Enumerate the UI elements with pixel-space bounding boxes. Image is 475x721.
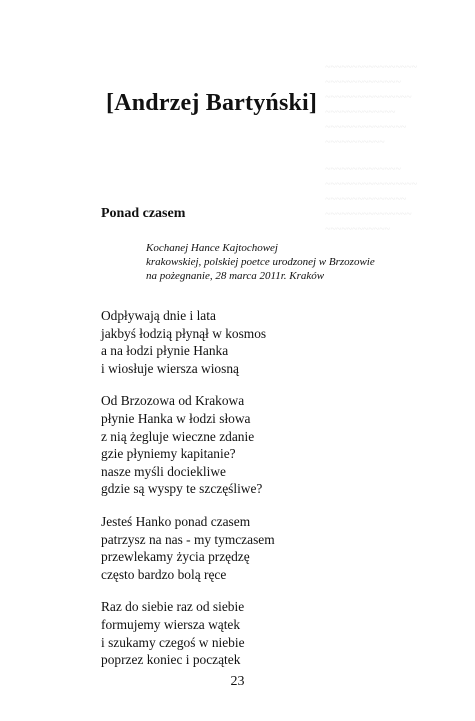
poem-line: poprzez koniec i początek xyxy=(101,652,241,668)
poem-line: i wiosłuje wiersza wiosną xyxy=(101,360,239,376)
page-number: 23 xyxy=(230,674,245,689)
dedication-line: krakowskiej, polskiej poetce urodzonej w Brzozowie xyxy=(146,256,375,268)
stanza xyxy=(101,392,275,498)
dedication xyxy=(146,241,375,283)
poem-line: Jesteś Hanko ponad czasem xyxy=(101,513,251,529)
poem-title: Ponad czasem xyxy=(101,206,186,221)
dedication-line: na pożegnanie, 28 marca 2011r. Kraków xyxy=(146,270,325,282)
dedication-line: Kochanej Hance Kajtochowej xyxy=(146,242,278,254)
poem-line: Od Brzozowa od Krakowa xyxy=(101,393,245,409)
stanza xyxy=(101,513,275,583)
poem-line: i szukamy czegoś w niebie xyxy=(101,634,245,650)
poem-line: Raz do siebie raz od siebie xyxy=(101,599,245,615)
stanza xyxy=(101,307,275,377)
poem-line: nasze myśli dociekliwe xyxy=(101,463,226,479)
poem-line: a na łodzi płynie Hanka xyxy=(101,343,229,359)
show-through-text: ~~~~~~~~~~~~~~~~~ ~~~~~~~~~~~~~~ ~~~~~~~~~~~~~~~~ ~~~~~~~~~~~~~ ~~~~~~~~~~~~~~~ ~~~~~~~~~~~ ~~~~~~~~~~~~~~ ~~~~~~~~~~~~~~~~~ ~~~~~~~~~~~~~~~ ~~~~~~~~~~~~~~~~ ~~~~~~~~~~~~ xyxy=(325,62,417,235)
poem-line: formujemy wiersza wątek xyxy=(101,616,241,632)
poem-line: patrzysz na nas - my tymczasem xyxy=(101,531,275,547)
poem-line: przewlekamy życia przędzę xyxy=(101,549,250,565)
poem-line: Odpływają dnie i lata xyxy=(101,308,216,323)
poem-line: jakbyś łodzią płynął w kosmos xyxy=(101,325,267,341)
poem-body xyxy=(101,307,275,684)
poem-line: gdzie są wyspy te szczęśliwe? xyxy=(101,481,263,497)
poem-line: gzie płyniemy kapitanie? xyxy=(101,446,236,462)
author-name: [Andrzej Bartyński] xyxy=(106,90,318,116)
stanza xyxy=(101,598,275,668)
poem-line: często bardzo bolą ręce xyxy=(101,566,227,582)
poem-line: z nią żegluje wieczne zdanie xyxy=(101,428,255,444)
poem-line: płynie Hanka w łodzi słowa xyxy=(101,410,251,426)
